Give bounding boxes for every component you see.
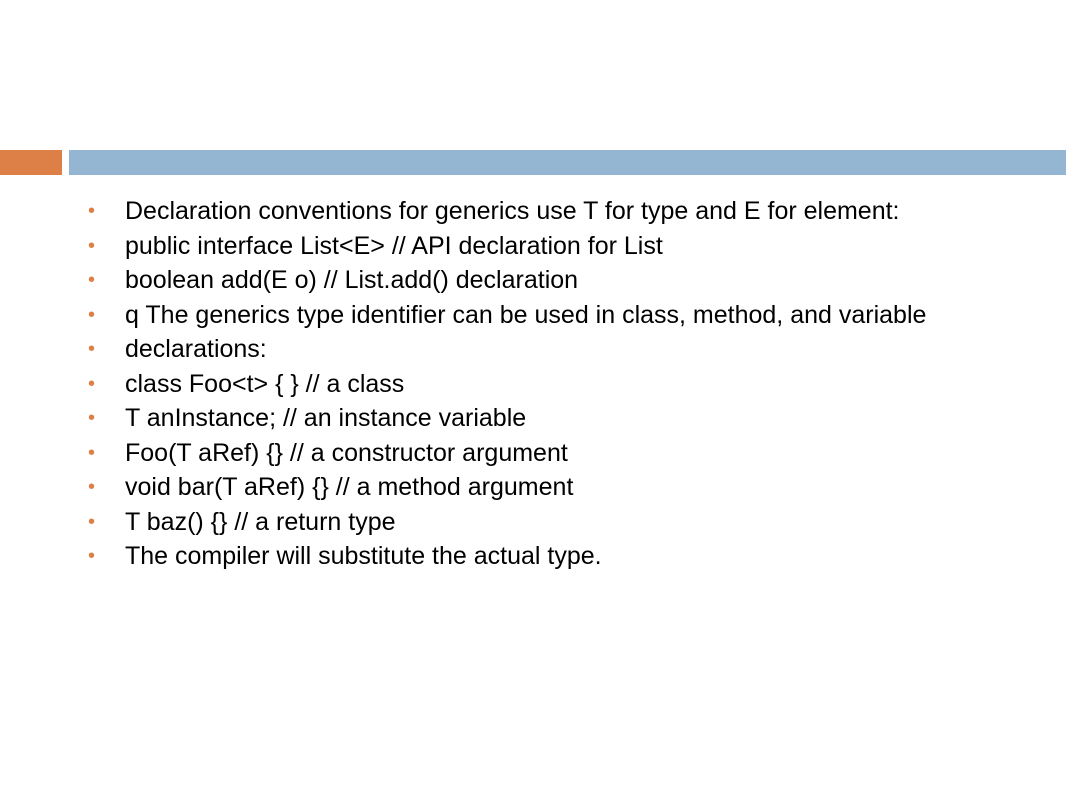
list-item xyxy=(88,194,1018,229)
bullet-dot-icon: • xyxy=(88,510,96,533)
list-item xyxy=(88,436,1018,471)
bullet-dot-icon: • xyxy=(88,372,96,395)
list-item xyxy=(88,505,1018,540)
bullet-text: Foo(T aRef) {} // a constructor argument xyxy=(125,438,568,467)
list-item xyxy=(88,367,1018,402)
bullet-dot-icon: • xyxy=(88,545,96,567)
bullet-text: The compiler will substitute the actual type. xyxy=(125,542,602,570)
bullet-dot-icon: • xyxy=(88,338,96,360)
bullet-dot-icon: • xyxy=(88,441,96,464)
list-item xyxy=(88,298,1018,333)
bullet-text: declarations: xyxy=(125,335,267,363)
list-item xyxy=(88,401,1018,436)
list-item xyxy=(88,229,1018,264)
bullet-text: boolean add(E o) // List.add() declaration xyxy=(125,266,579,294)
bullet-text: void bar(T aRef) {} // a method argument xyxy=(125,473,574,501)
bullet-dot-icon: • xyxy=(88,476,96,498)
bullet-text: q The generics type identifier can be used in class, method, and variable xyxy=(125,300,927,329)
header-bar xyxy=(69,150,1066,175)
list-item xyxy=(88,470,1018,505)
bullet-dot-icon: • xyxy=(88,200,96,222)
bullet-dot-icon: • xyxy=(88,269,96,291)
bullet-dot-icon: • xyxy=(88,407,96,429)
bullet-dot-icon: • xyxy=(88,303,96,326)
bullet-text: T baz() {} // a return type xyxy=(125,507,396,536)
bullet-text: T anInstance; // an instance variable xyxy=(125,404,527,432)
bullet-text: public interface List<E> // API declaration for List xyxy=(125,231,663,260)
bullet-list xyxy=(88,194,1018,574)
header-accent-bar xyxy=(0,150,62,175)
bullet-dot-icon: • xyxy=(88,234,96,257)
list-item xyxy=(88,332,1018,367)
bullet-text: Declaration conventions for generics use T for type and E for element: xyxy=(125,197,900,225)
list-item xyxy=(88,263,1018,298)
bullet-text: class Foo<t> { } // a class xyxy=(125,369,405,398)
list-item xyxy=(88,539,1018,574)
